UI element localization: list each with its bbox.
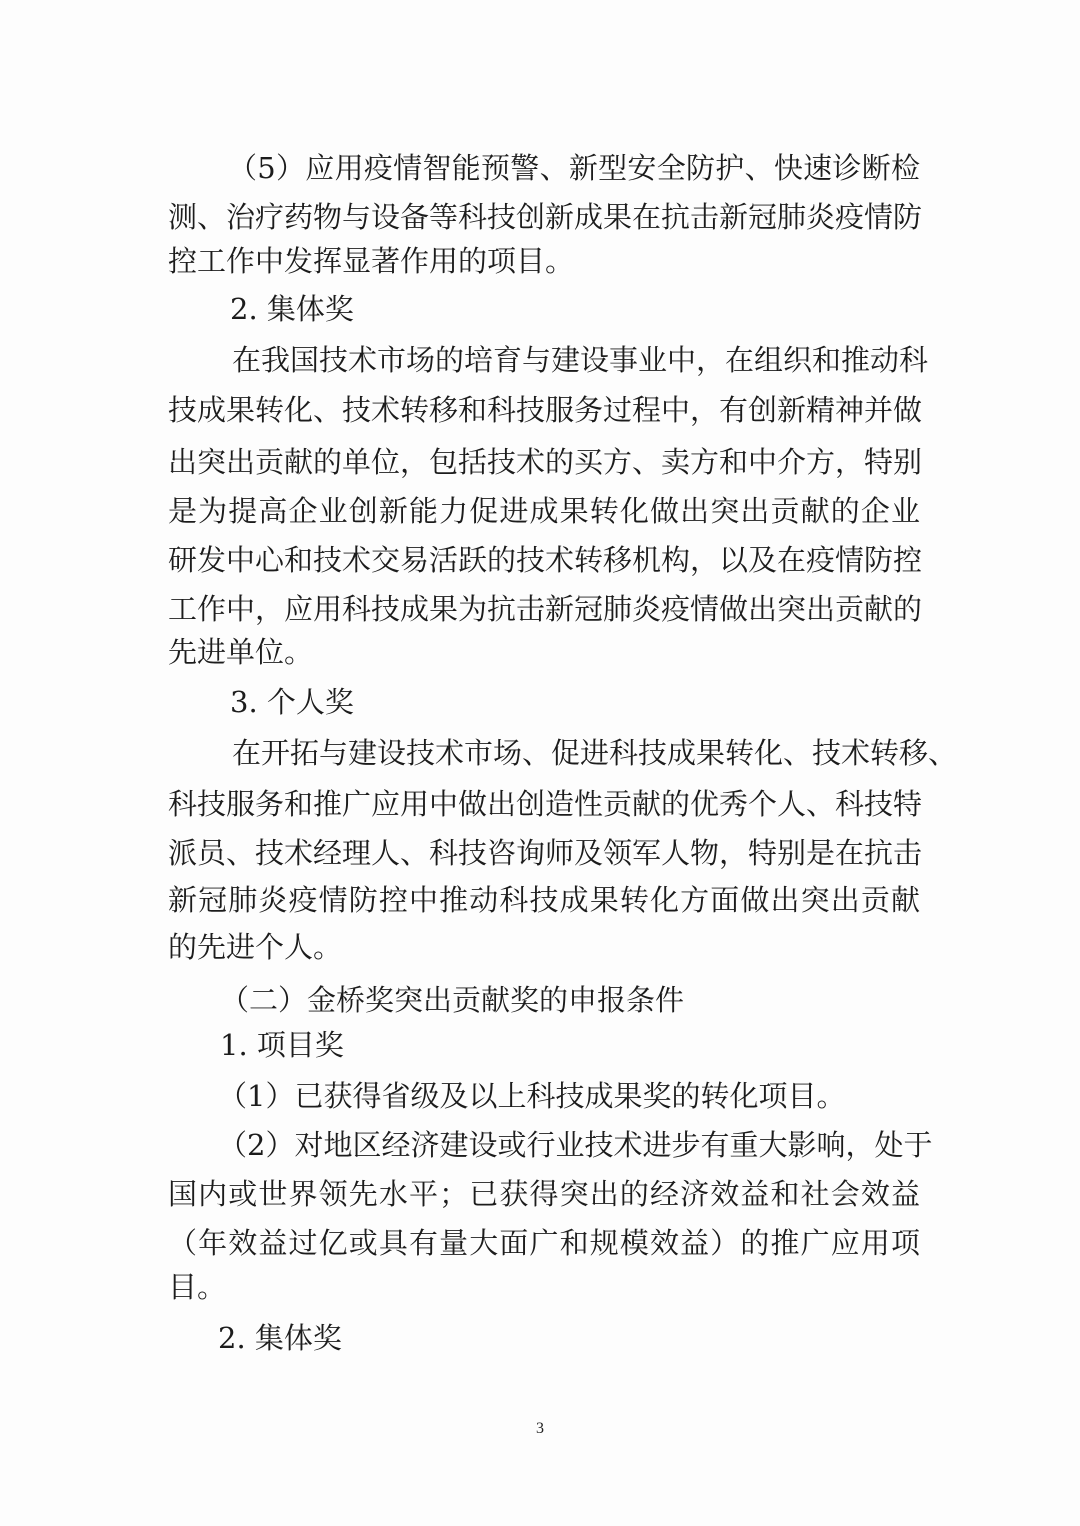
paragraph-line-2: 测、治疗药物与设备等科技创新成果在抗击新冠肺炎疫情防	[168, 200, 923, 234]
paragraph-line-14: 科技服务和推广应用中做出创造性贡献的优秀个人、科技特	[168, 787, 923, 821]
paragraph-line-10: 工作中，应用科技成果为抗击新冠肺炎疫情做出突出贡献的	[168, 592, 923, 626]
section-heading-collective-award-2: 2. 集体奖	[218, 1321, 342, 1355]
paragraph-line-22: 国内或世界领先水平；已获得突出的经济效益和社会效益	[168, 1177, 920, 1211]
section-heading-project-award: 1. 项目奖	[220, 1028, 344, 1062]
paragraph-line-16: 新冠肺炎疫情防控中推动科技成果转化方面做出突出贡献	[168, 883, 920, 917]
paragraph-line-1: （5）应用疫情智能预警、新型安全防护、快速诊断检	[228, 151, 920, 185]
paragraph-line-23: （年效益过亿或具有量大面广和规模效益）的推广应用项	[168, 1226, 920, 1260]
paragraph-line-7: 出突出贡献的单位，包括技术的买方、卖方和中介方，特别	[168, 445, 923, 479]
section-heading-individual-award: 3. 个人奖	[230, 685, 354, 719]
paragraph-line-15: 派员、技术经理人、科技咨询师及领军人物，特别是在抗击	[168, 836, 923, 870]
paragraph-line-9: 研发中心和技术交易活跃的技术转移机构，以及在疫情防控	[168, 543, 923, 577]
section-heading-collective-award: 2. 集体奖	[230, 292, 354, 326]
paragraph-line-5: 在我国技术市场的培育与建设事业中，在组织和推动科	[232, 343, 929, 377]
page-number: 3	[536, 1420, 544, 1437]
paragraph-line-13: 在开拓与建设技术市场、促进科技成果转化、技术转移、	[232, 736, 958, 770]
paragraph-line-3: 控工作中发挥显著作用的项目。	[168, 244, 575, 278]
paragraph-line-6: 技成果转化、技术转移和科技服务过程中，有创新精神并做	[168, 393, 923, 427]
paragraph-line-11: 先进单位。	[168, 635, 314, 669]
paragraph-line-21: （2）对地区经济建设或行业技术进步有重大影响，处于	[218, 1128, 933, 1162]
paragraph-line-8: 是为提高企业创新能力促进成果转化做出突出贡献的企业	[168, 494, 920, 528]
paragraph-line-20: （1）已获得省级及以上科技成果奖的转化项目。	[218, 1079, 846, 1113]
paragraph-line-17: 的先进个人。	[168, 930, 343, 964]
section-heading-golden-bridge-conditions: （二）金桥奖突出贡献奖的申报条件	[220, 983, 685, 1017]
paragraph-line-24: 目。	[168, 1270, 227, 1304]
